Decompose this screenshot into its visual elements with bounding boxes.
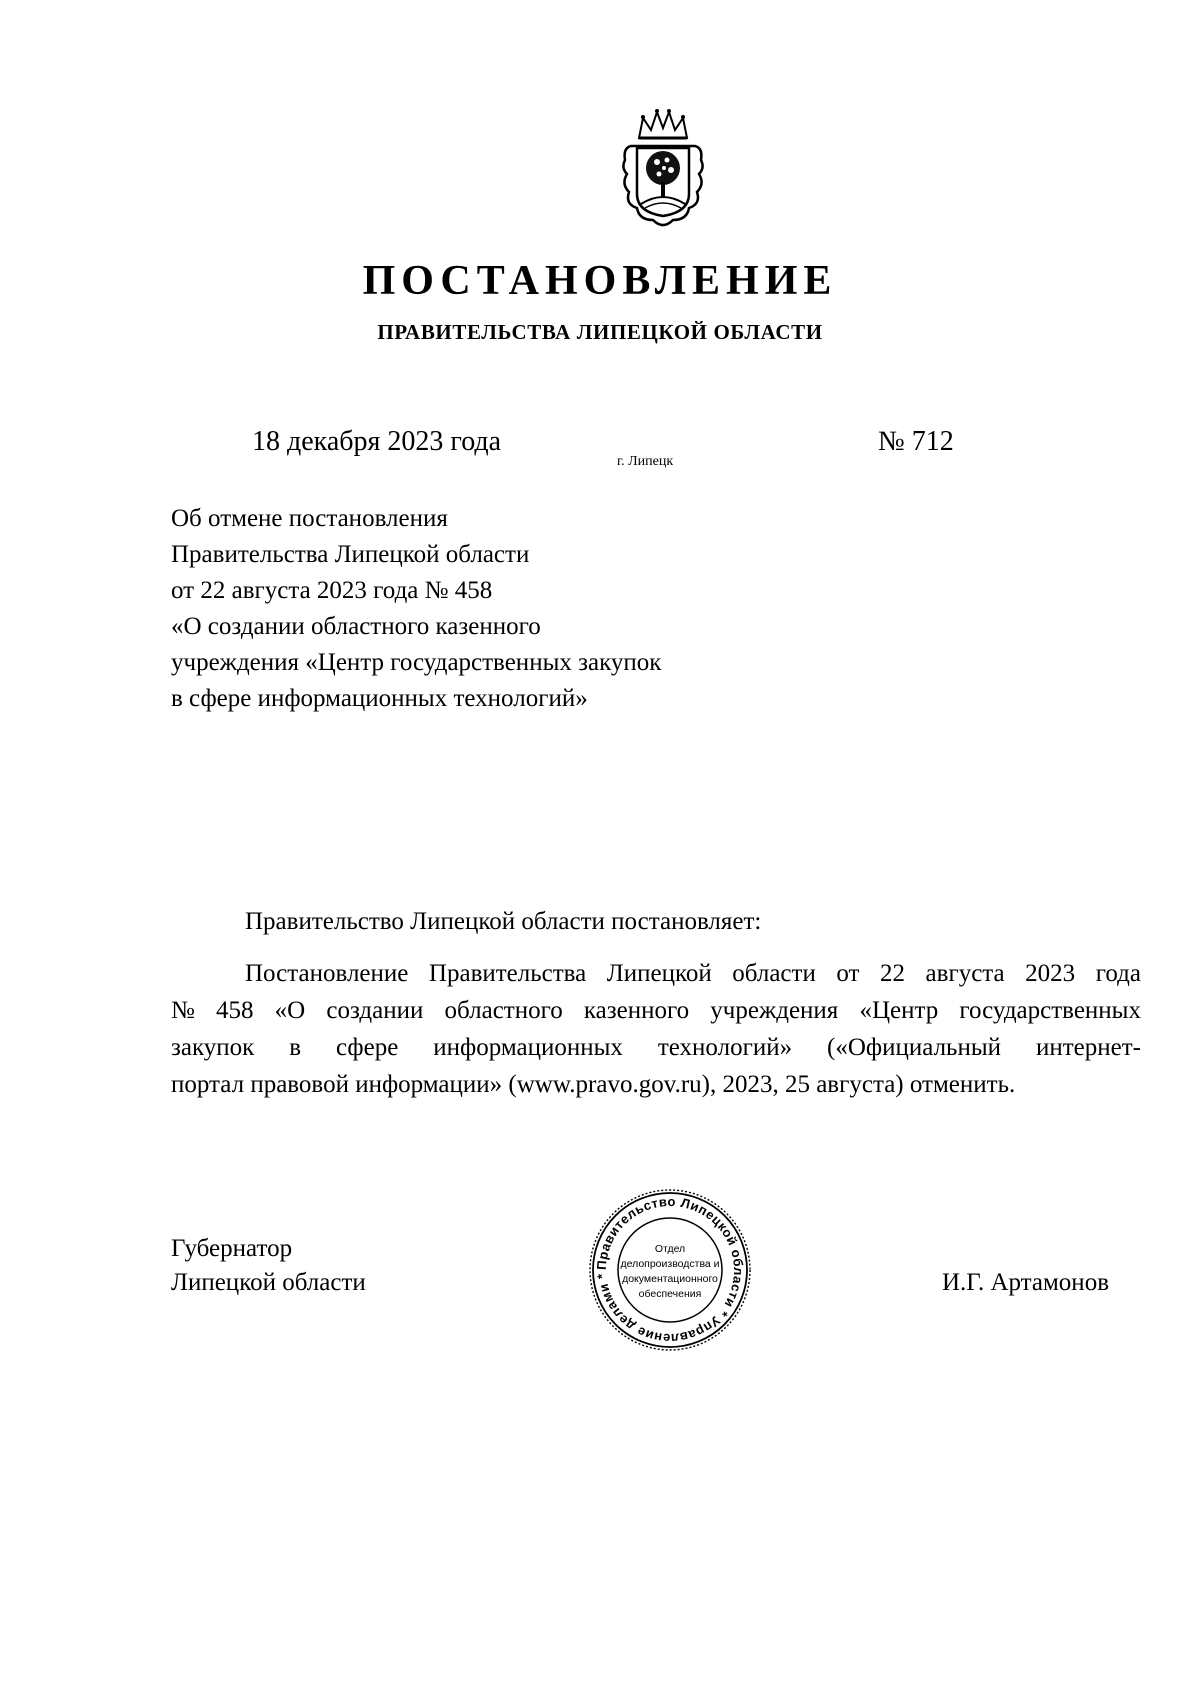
body-word: Липецкой [606, 960, 712, 987]
decree-body [171, 955, 1141, 1103]
heading-line: от 22 августа 2023 года № 458 [171, 577, 493, 604]
heading-line: «О создании областного казенного [171, 613, 541, 640]
body-word: закупок [171, 1034, 255, 1061]
body-word: областного [444, 997, 563, 1024]
document-title: ПОСТАНОВЛЕНИЕ [362, 258, 838, 304]
body-word: технологий» [657, 1034, 793, 1061]
signer-name: И.Г. Артамонов [942, 1269, 1109, 1296]
body-line [171, 955, 1141, 992]
decree-intro: Правительство Липецкой области постановляет: [245, 908, 762, 935]
coat-of-arms-emblem [617, 108, 709, 236]
body-word: Правительства [428, 960, 587, 987]
heading-line: Об отмене постановления [171, 505, 448, 532]
body-word: 22 [880, 960, 906, 987]
heading-line: в сфере информационных технологий» [171, 685, 588, 712]
body-word: от [836, 960, 860, 987]
body-line: портал правовой информации» (www.pravo.gov.ru), 2023, 25 августа) отменить. [171, 1071, 1016, 1098]
body-line [171, 1029, 1141, 1066]
body-word: 2023 [1025, 960, 1076, 987]
signer-title [171, 1232, 366, 1300]
heading-line: Правительства Липецкой области [171, 541, 530, 568]
body-word: «О [274, 997, 306, 1024]
signer-title-line: Липецкой области [171, 1269, 366, 1296]
body-word: («Официальный [827, 1034, 1002, 1061]
body-word: информационных [433, 1034, 623, 1061]
stamp-center-line: делопроизводства и [620, 1258, 720, 1270]
stamp-ring-text: Правительство Липецкой области * Управление делами * [593, 1193, 747, 1347]
body-word: интернет- [1035, 1034, 1141, 1061]
svg-text:Правительство Липецкой области [594, 1194, 746, 1346]
document-subtitle: ПРАВИТЕЛЬСТВА ЛИПЕЦКОЙ ОБЛАСТИ [377, 320, 823, 344]
body-word: 458 [216, 997, 254, 1024]
body-word: создании [326, 997, 424, 1024]
body-word: области [732, 960, 816, 987]
body-word: в [289, 1034, 302, 1061]
official-stamp [585, 1185, 755, 1355]
body-word: августа [925, 960, 1005, 987]
stamp-center-line: документационного [622, 1273, 718, 1285]
body-word: казенного [583, 997, 690, 1024]
document-date: 18 декабря 2023 года [252, 426, 502, 457]
heading-line: учреждения «Центр государственных закупок [171, 649, 662, 676]
document-number: № 712 [878, 426, 954, 457]
body-word: года [1095, 960, 1141, 987]
document-city: г. Липецк [617, 454, 674, 469]
signer-title-line: Губернатор [171, 1235, 293, 1262]
body-word: «Центр [859, 997, 939, 1024]
body-word: Постановление [245, 960, 409, 987]
body-word: сфере [336, 1034, 399, 1061]
body-word: учреждения [710, 997, 839, 1024]
body-line [171, 992, 1141, 1029]
stamp-center-line: обеспечения [638, 1288, 702, 1300]
stamp-center-line: Отдел [654, 1243, 686, 1255]
body-word: № [171, 997, 195, 1024]
decree-heading [171, 501, 791, 717]
body-word: государственных [959, 997, 1141, 1024]
